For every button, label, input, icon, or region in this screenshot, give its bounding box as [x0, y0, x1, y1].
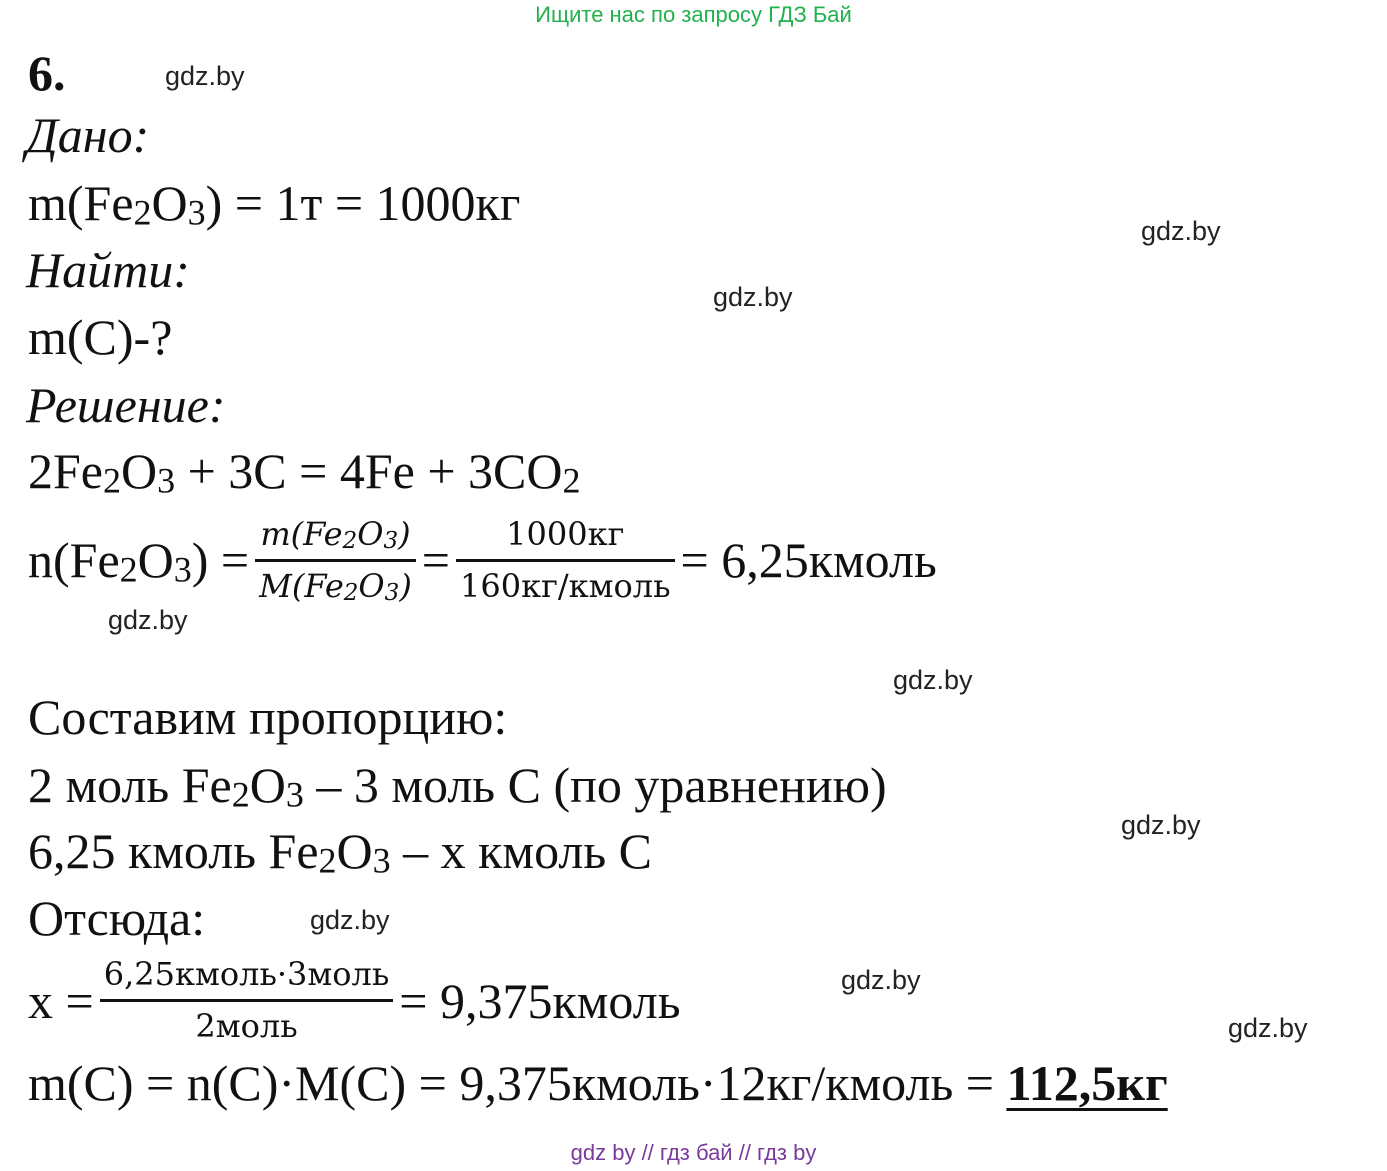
hence-label: Отсюда:	[28, 890, 206, 946]
fraction-bar	[456, 559, 675, 562]
proportion-line-2: 6,25 кмоль $Fe_2O_3$ – x кмоль C	[28, 823, 653, 881]
final-answer: 112,5кг	[1006, 1055, 1168, 1111]
fraction-numerator: $m(Fe_2O_3)$	[260, 514, 411, 554]
footer-links[interactable]: gdz by // гдз бай // гдз by	[570, 1140, 817, 1165]
x-fraction	[100, 956, 394, 1045]
given-mass: $m(Fe_2O_3) = 1т = 1000кг$	[28, 175, 521, 233]
find-value: m(C)-?	[28, 309, 173, 365]
problem-number: 6.	[28, 45, 66, 101]
watermark: gdz.by	[1121, 810, 1201, 840]
x-equation: x = $\frac{\text{6,25кмоль·3моль}}{\text{2моль}}$ = 9,375кмоль	[28, 955, 681, 1045]
fraction-denominator: 160кг/кмоль	[460, 566, 671, 605]
top-banner[interactable]: Ищите нас по запросу ГДЗ Бай	[535, 2, 852, 27]
fraction-bar	[100, 999, 394, 1002]
solution-label: Решение:	[26, 377, 226, 433]
watermark: gdz.by	[165, 61, 245, 91]
watermark: gdz.by	[893, 665, 973, 695]
proportion-label: Составим пропорцию:	[28, 689, 508, 745]
fraction-bar	[255, 559, 416, 562]
watermark: gdz.by	[310, 905, 390, 935]
find-label: Найти:	[26, 242, 190, 298]
moles-equation: $n(Fe_2O_3)$ = $\frac{m(Fe_2O_3)}{M(Fe_2O_3)}$ = $\frac{1000кг}{\text{160кг/кмоль}}$ = 6,25кмоль	[28, 514, 937, 606]
proportion-line-1: 2 моль $Fe_2O_3 - 3$ моль C (по уравнению)	[28, 757, 887, 815]
watermark: gdz.by	[1141, 216, 1221, 246]
molar-fraction	[255, 516, 416, 605]
moles-lhs: $n(Fe_2O_3)$ =	[28, 532, 250, 590]
watermark: gdz.by	[713, 282, 793, 312]
mass-carbon-equation: m(C) = n(C)·M(C) = 9,375кмоль·12кг/кмоль = 112,5кг	[28, 1055, 1168, 1111]
value-fraction	[456, 516, 675, 605]
watermark: gdz.by	[841, 965, 921, 995]
fraction-denominator: $M(Fe_2O_3)$	[259, 566, 412, 606]
fraction-denominator: 2моль	[195, 1007, 298, 1045]
given-label: Дано:	[26, 107, 150, 163]
fraction-numerator: 1000кг	[506, 514, 625, 553]
watermark: gdz.by	[1228, 1013, 1308, 1043]
fraction-numerator: 6,25кмоль·3моль	[103, 955, 390, 994]
reaction-equation: $2Fe_2O_3 + 3C = 4Fe + 3CO_2$	[28, 443, 581, 501]
watermark: gdz.by	[108, 605, 188, 635]
